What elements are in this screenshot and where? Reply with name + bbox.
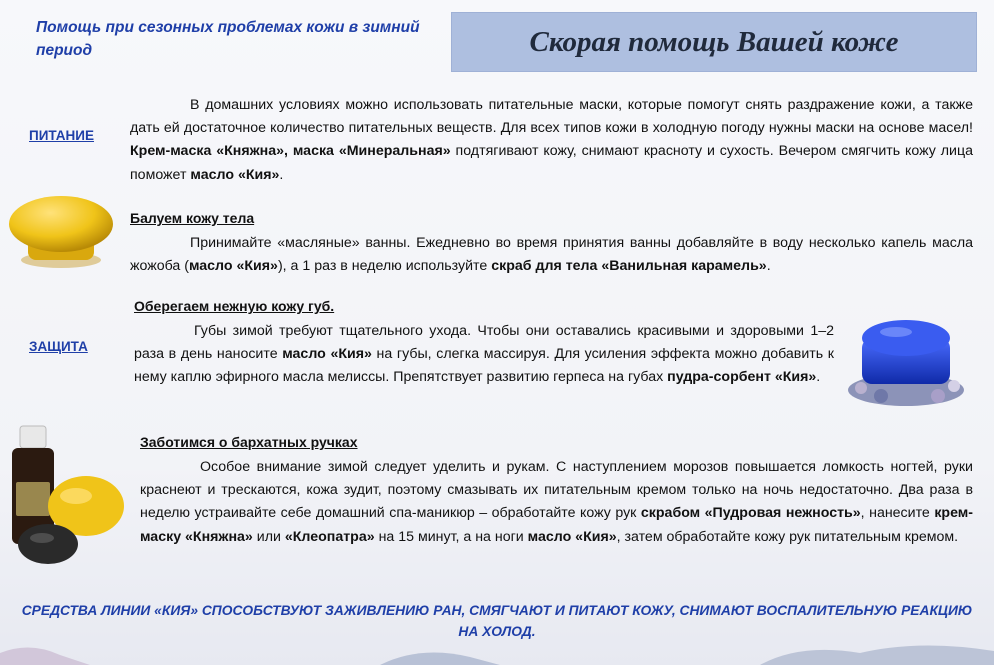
lip-care-paragraph: Губы зимой требуют тщательного ухода. Чтобы они оставались красивыми и здоровыми 1–2 раза в день наносите масло «Кия» на губы, слегка массируя. Для усиления эффекта можно добавить к нему каплю эфирного масла мелиссы. Препятствует развитию герпеса на губах пудра-сорбент «Кия». — [134, 323, 834, 386]
product-name: крем-маску «Княжна» — [140, 505, 974, 545]
product-name: «Клеопатра» — [284, 528, 375, 545]
product-name: масло «Кия» — [190, 166, 280, 183]
heading-lip-care: Оберегаем нежную кожу губ. — [134, 298, 335, 314]
decorative-stones — [0, 635, 994, 665]
bottle-and-jars-image — [8, 424, 128, 574]
product-name: скрабом «Пудровая нежность» — [640, 505, 861, 522]
yellow-jar-image — [6, 190, 116, 270]
stone — [0, 647, 90, 665]
intro-paragraph: В домашних условиях можно использовать питательные маски, которые помогут снять раздражение кожи, а также дать ей достаточное количество питательных веществ. Для всех типов кожи в холодную погоду нужны маски на основе масел! Крем-маска «Княжна», маска «Минеральная» подтягивают кожу, снимают красноту и сухость. Вечером смягчить кожу лица поможет масло «Кия». — [130, 97, 973, 183]
footer-statement: СРЕДСТВА ЛИНИИ «КИЯ» СПОСОБСТВУЮТ ЗАЖИВЛЕНИЮ РАН, СМЯГЧАЮТ И ПИТАЮТ КОЖУ, СНИМАЮТ ВОСПАЛИТЕЛЬНУЮ РЕАКЦИЮ НА ХОЛОД. — [21, 603, 973, 639]
black-jar-lid — [18, 524, 78, 564]
title-banner — [451, 12, 977, 72]
mineral-crystal — [931, 389, 945, 403]
product-name: скраб для тела «Ванильная карамель» — [491, 258, 767, 275]
yellow-jar-highlight — [60, 488, 92, 504]
label-nutrition: ПИТАНИЕ — [29, 128, 95, 143]
mineral-crystal — [874, 389, 888, 403]
banner-title: Скорая помощь Вашей коже — [529, 25, 899, 58]
bottle-label — [16, 482, 50, 516]
product-name: масло «Кия» — [282, 346, 372, 363]
heading-body-care: Балуем кожу тела — [130, 210, 255, 226]
blue-jar-image — [846, 310, 966, 410]
product-name: пудра-сорбент «Кия» — [667, 369, 817, 386]
stone — [380, 653, 500, 665]
bottle-cap — [20, 426, 46, 448]
label-protection: ЗАЩИТА — [29, 339, 88, 354]
jar-lid — [9, 196, 113, 252]
product-name: масло «Кия» — [527, 528, 617, 545]
stone — [760, 645, 994, 665]
hand-care-paragraph: Особое внимание зимой следует уделить и рукам. С наступлением морозов повышается ломкость ногтей, руки краснеют и трескаются, кожа зудит, поэтому смазывать их питательным кремом только на ночь недостаточно. Два раза в неделю устраивайте себе домашний спа-маникюр – обработайте кожу рук скрабом «Пудровая нежность», нанесите крем-маску «Княжна» или «Клеопатра» на 15 минут, а на ноги масло «Кия», затем обработайте кожу рук питательным кремом. — [140, 459, 974, 545]
mineral-crystal — [948, 380, 960, 392]
heading-hand-care: Заботимся о бархатных ручках — [140, 434, 358, 450]
lid-highlight — [880, 327, 912, 337]
black-jar-highlight — [30, 533, 54, 543]
mineral-crystal — [855, 382, 867, 394]
page-subtitle: Помощь при сезонных проблемах кожи в зимний период — [36, 19, 420, 59]
body-care-paragraph: Принимайте «масляные» ванны. Ежедневно во время принятия ванны добавляйте в воду несколько капель масла жожоба (масло «Кия»), а 1 раз в неделю используйте скраб для тела «Ванильная карамель». — [130, 235, 973, 275]
jar-lid — [862, 320, 950, 356]
product-name: масло «Кия» — [188, 258, 278, 275]
product-name: Крем-маска «Княжна», маска «Минеральная» — [130, 143, 451, 160]
